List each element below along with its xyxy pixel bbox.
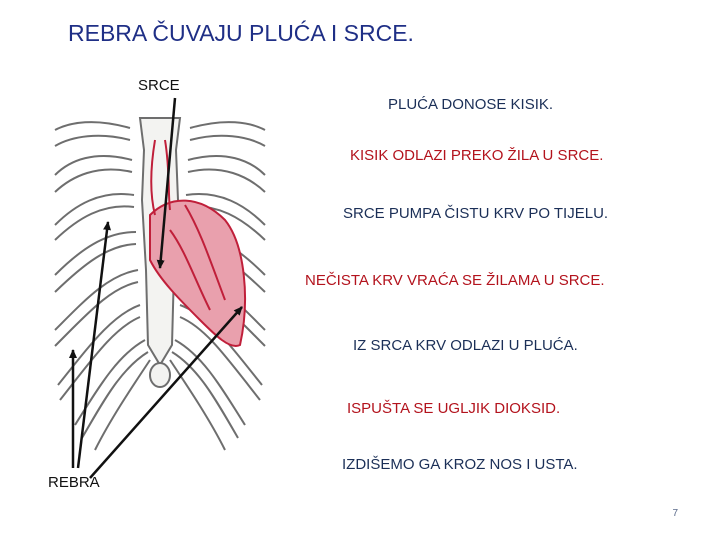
page-title: REBRA ČUVAJU PLUĆA I SRCE. [68,20,414,46]
step-5: IZ SRCA KRV ODLAZI U PLUĆA. [353,337,578,354]
page-number: 7 [672,508,678,519]
step-1: PLUĆA DONOSE KISIK. [388,96,554,113]
xiphoid-process [150,363,170,387]
step-3: SRCE PUMPA ČISTU KRV PO TIJELU. [343,205,609,222]
rebra-label: REBRA [48,474,100,491]
step-6: ISPUŠTA SE UGLJIK DIOKSID. [347,400,561,417]
step-2: KISIK ODLAZI PREKO ŽILA U SRCE. [350,147,604,164]
step-4: NEČISTA KRV VRAĆA SE ŽILAMA U SRCE. [305,272,605,289]
srce-label: SRCE [138,77,180,94]
step-7: IZDIŠEMO GA KROZ NOS I USTA. [342,456,578,473]
